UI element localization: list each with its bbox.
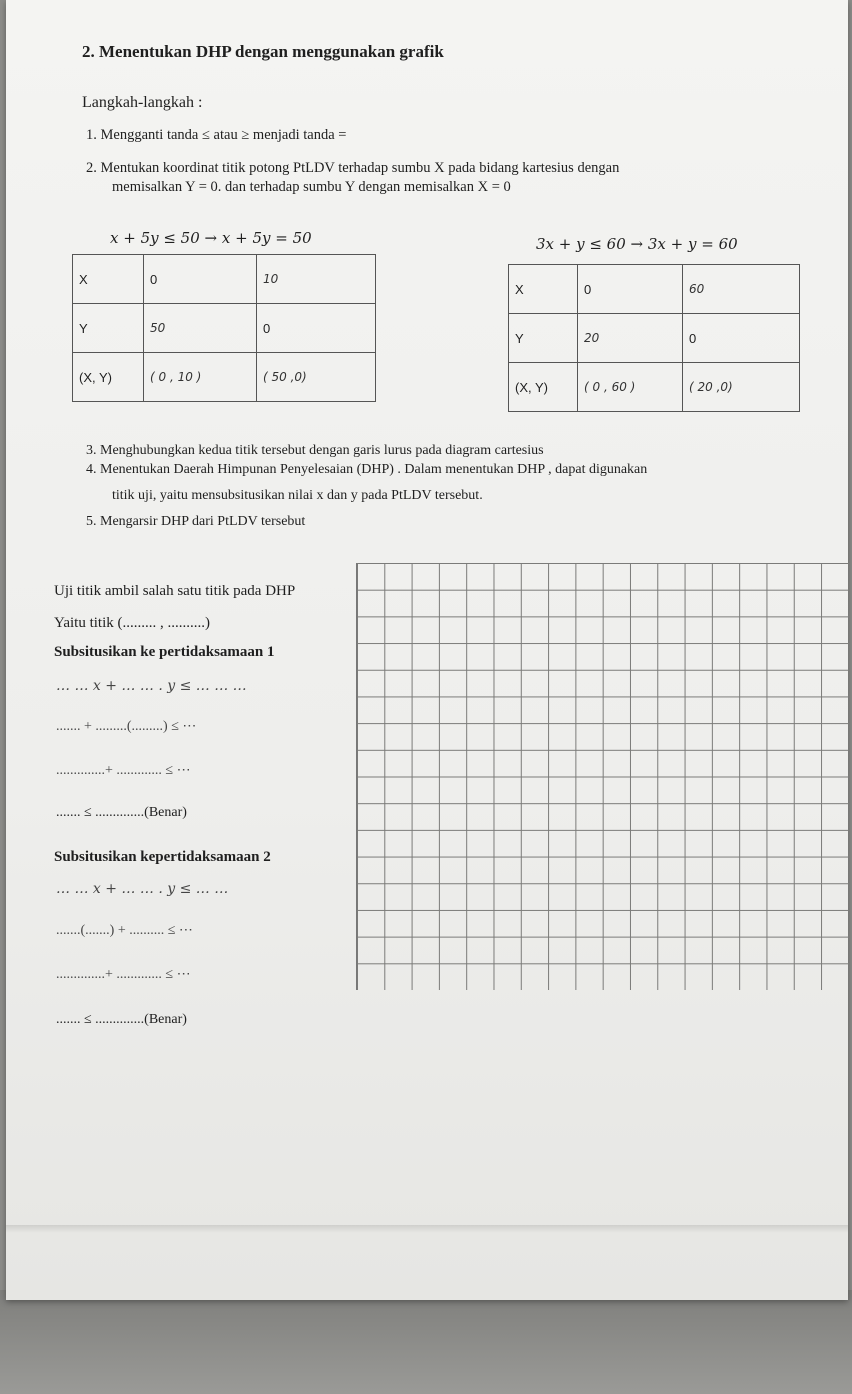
step-4-line-1: 4. Menentukan Daerah Himpunan Penyelesaian (DHP) . Dalam menentukan DHP , dapat digunakan (86, 462, 648, 477)
substitution-1-line-2[interactable]: ....... + .........(.........) ≤ ⋯ (56, 719, 197, 734)
table-row (73, 304, 376, 353)
equation-1: x + 5y ≤ 50 → x + 5y = 50 (110, 229, 312, 247)
coordinate-table-2 (508, 264, 800, 412)
cell-x-answer: 60 (683, 265, 800, 314)
step-3: 3. Menghubungkan kedua titik tersebut dengan garis lurus pada diagram cartesius (86, 443, 544, 458)
substitution-1-line-1[interactable]: … … x + … … . y ≤ … … … (56, 678, 247, 694)
coordinate-table-1 (72, 254, 376, 402)
cell-point-2: ( 20 ,0) (683, 363, 800, 412)
steps-title: Langkah-langkah : (82, 94, 203, 111)
cell-label-x: X (509, 265, 578, 314)
cartesian-grid[interactable] (356, 563, 849, 990)
equation-2: 3x + y ≤ 60 → 3x + y = 60 (536, 235, 738, 253)
substitution-1-line-4[interactable]: ....... ≤ ..............(Benar) (56, 805, 187, 820)
step-4-line-2: titik uji, yaitu mensubsitusikan nilai x dan y pada PtLDV tersebut. (112, 488, 483, 503)
table-row (73, 255, 376, 304)
step-2-line-1: 2. Mentukan koordinat titik potong PtLDV terhadap sumbu X pada bidang kartesius dengan (86, 160, 620, 176)
page-fold (6, 1225, 848, 1233)
table-row (509, 314, 800, 363)
substitution-2-line-1[interactable]: … … x + … … . y ≤ … … (56, 881, 229, 897)
test-point-blank[interactable]: Yaitu titik (......... , ..........) (54, 615, 210, 631)
substitution-2-line-3[interactable]: ..............+ ............. ≤ ⋯ (56, 967, 191, 982)
cell-label-y: Y (73, 304, 144, 353)
cell-point-2: ( 50 ,0) (257, 353, 376, 402)
cell-point-1: ( 0 , 10 ) (144, 353, 257, 402)
substitution-1-title: Subsitusikan ke pertidaksamaan 1 (54, 644, 275, 660)
step-1: 1. Mengganti tanda ≤ atau ≥ menjadi tanda = (86, 127, 347, 143)
cell-x-0: 0 (144, 255, 257, 304)
cell-label-x: X (73, 255, 144, 304)
cell-x-0: 0 (578, 265, 683, 314)
table-row (509, 265, 800, 314)
substitution-1-line-3[interactable]: ..............+ ............. ≤ ⋯ (56, 763, 191, 778)
worksheet-page (6, 0, 848, 1300)
substitution-2-line-2[interactable]: .......(.......) + .......... ≤ ⋯ (56, 923, 193, 938)
cell-y-0: 0 (683, 314, 800, 363)
table-row (73, 353, 376, 402)
cell-y-0: 0 (257, 304, 376, 353)
table-row (509, 363, 800, 412)
table-surface (0, 1290, 852, 1394)
section-heading: 2. Menentukan DHP dengan menggunakan grafik (82, 42, 444, 61)
test-point-instruction: Uji titik ambil salah satu titik pada DHP (54, 583, 296, 599)
cell-x-answer: 10 (257, 255, 376, 304)
substitution-2-line-4[interactable]: ....... ≤ ..............(Benar) (56, 1012, 187, 1027)
cell-label-y: Y (509, 314, 578, 363)
step-2-line-2: memisalkan Y = 0. dan terhadap sumbu Y dengan memisalkan X = 0 (112, 179, 511, 195)
cell-label-xy: (X, Y) (73, 353, 144, 402)
step-5: 5. Mengarsir DHP dari PtLDV tersebut (86, 514, 306, 529)
cell-label-xy: (X, Y) (509, 363, 578, 412)
cell-y-answer: 20 (578, 314, 683, 363)
cell-point-1: ( 0 , 60 ) (578, 363, 683, 412)
cell-y-answer: 50 (144, 304, 257, 353)
substitution-2-title: Subsitusikan kepertidaksamaan 2 (54, 849, 271, 865)
